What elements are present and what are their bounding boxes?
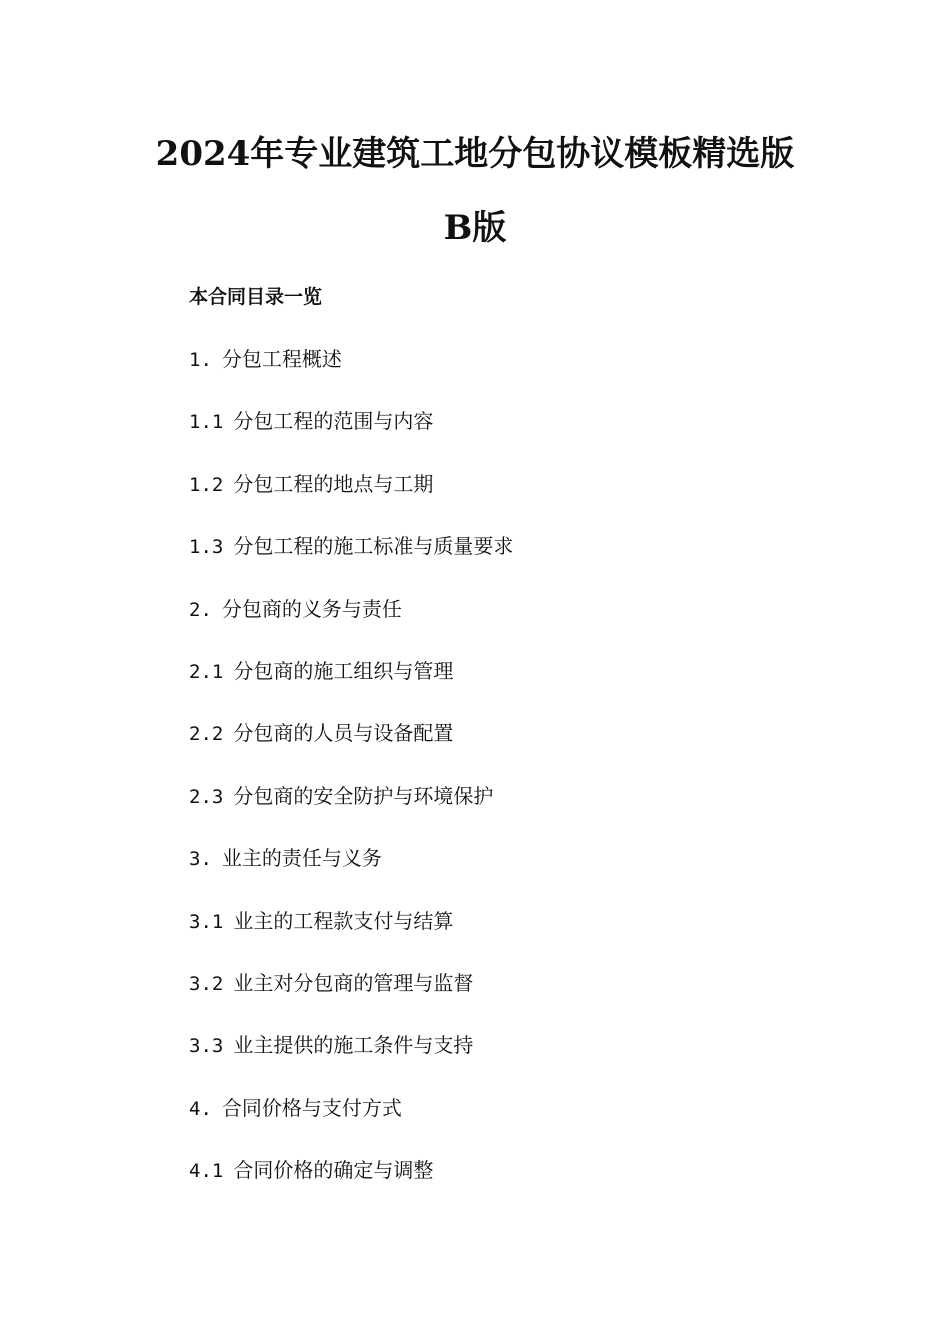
- toc-item-number: 2.3: [189, 785, 224, 808]
- toc-item-number: 3.3: [189, 1035, 224, 1058]
- toc-item-number: 3.1: [189, 910, 224, 933]
- toc-heading: 本合同目录一览: [189, 286, 323, 308]
- toc-item: [189, 845, 513, 907]
- toc-item-number: 3.: [189, 848, 212, 871]
- toc-item: [189, 908, 513, 970]
- toc-item-number: 2.: [189, 598, 212, 621]
- toc-item-text: 分包工程的施工标准与质量要求: [233, 534, 514, 559]
- document-title-line1: 2024年专业建筑工地分包协议模板精选版: [155, 134, 795, 174]
- toc-item: [189, 970, 513, 1032]
- toc-item-number: 2.1: [189, 660, 224, 683]
- toc-list: [189, 346, 513, 1219]
- toc-item-text: 合同价格与支付方式: [221, 1095, 402, 1120]
- toc-item-text: 业主的工程款支付与结算: [233, 908, 454, 933]
- toc-item-number: 4.: [189, 1097, 212, 1120]
- toc-item: [189, 471, 513, 533]
- toc-item: [189, 1095, 513, 1157]
- toc-item-text: 业主对分包商的管理与监督: [233, 970, 474, 995]
- toc-item-text: 分包工程的范围与内容: [233, 409, 434, 434]
- toc-item: [189, 720, 513, 782]
- toc-item-text: 分包商的义务与责任: [221, 596, 402, 621]
- toc-item: [189, 1032, 513, 1094]
- toc-item-number: 1.2: [189, 473, 224, 496]
- toc-item: [189, 408, 513, 470]
- toc-item-text: 分包工程的地点与工期: [233, 471, 434, 496]
- toc-item-text: 分包工程概述: [221, 347, 342, 371]
- toc-item: [189, 658, 513, 720]
- toc-item: [189, 346, 513, 408]
- toc-item: [189, 1157, 513, 1219]
- toc-item-text: 业主提供的施工条件与支持: [233, 1033, 474, 1058]
- toc-item: [189, 783, 513, 845]
- document-title-line2: B版: [443, 208, 507, 248]
- toc-item-number: 1.: [189, 349, 212, 371]
- toc-item-number: 1.3: [189, 536, 224, 559]
- toc-item-text: 分包商的施工组织与管理: [233, 658, 454, 683]
- toc-item: [189, 596, 513, 658]
- toc-item-text: 合同价格的确定与调整: [233, 1158, 434, 1183]
- toc-item-number: 1.1: [189, 411, 224, 434]
- toc-item-number: 4.1: [189, 1160, 224, 1183]
- toc-item-text: 分包商的安全防护与环境保护: [233, 783, 494, 808]
- toc-item-text: 分包商的人员与设备配置: [233, 721, 454, 746]
- toc-item-number: 3.2: [189, 972, 224, 995]
- toc-item-text: 业主的责任与义务: [221, 846, 382, 871]
- toc-item-number: 2.2: [189, 723, 224, 746]
- toc-item: [189, 533, 513, 595]
